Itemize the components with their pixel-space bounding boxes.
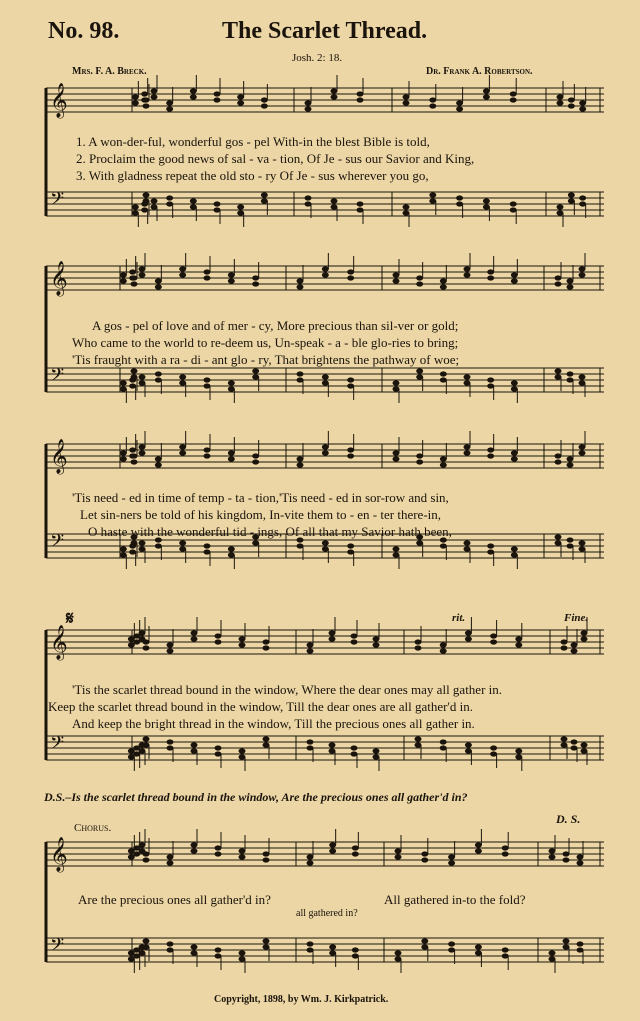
chorus-lyric-b: All gathered in-to the fold?	[384, 892, 526, 907]
chorus-label: Chorus.	[74, 822, 112, 834]
svg-text:𝄞: 𝄞	[50, 261, 68, 296]
chorus-echo-lyric: all gathered in?	[296, 908, 358, 919]
svg-text:𝄢: 𝄢	[50, 531, 65, 556]
lyric-line: Keep the scarlet thread bound in the window, Till the dear ones are all gather'd in.	[48, 699, 473, 714]
svg-text:𝄢: 𝄢	[50, 733, 65, 758]
dal-segno-marking: D. S.	[556, 812, 581, 826]
lyric-line: And keep the bright thread in the window, Till the precious ones all gather in.	[72, 716, 475, 731]
svg-text:𝄞: 𝄞	[50, 439, 68, 474]
dal-segno-line: D.S.–Is the scarlet thread bound in the window, Are the precious ones all gather'd in?	[44, 790, 468, 804]
svg-text:𝄞: 𝄞	[50, 837, 68, 872]
lyricist-credit: Mrs. F. A. Breck.	[72, 66, 147, 77]
composer-credit: Dr. Frank A. Robertson.	[426, 66, 533, 77]
lyric-line: 1. A won-der-ful, wonderful gos - pel With-in the blest Bible is told,	[76, 134, 430, 149]
svg-text:𝄢: 𝄢	[50, 935, 65, 960]
hymn-number: No. 98.	[48, 18, 120, 44]
hymn-title: The Scarlet Thread.	[222, 18, 428, 44]
svg-text:𝄢: 𝄢	[50, 365, 65, 390]
svg-text:𝄞: 𝄞	[50, 625, 68, 660]
lyric-line: A gos - pel of love and of mer - cy, More precious than sil-ver or gold;	[92, 318, 459, 333]
scripture-reference: Josh. 2: 18.	[292, 52, 343, 64]
lyric-line: 3. With gladness repeat the old sto - ry Of Je - sus wherever you go,	[76, 168, 429, 183]
lyric-line: O haste with the wonderful tid - ings, Of all that my Savior hath been,	[88, 524, 452, 539]
lyric-line: 'Tis need - ed in time of temp - ta - tion,'Tis need - ed in sor-row and sin,	[72, 490, 449, 505]
lyric-line: Let sin-ners be told of his kingdom, In-vite them to - en - ter there-in,	[80, 507, 442, 522]
lyric-line: 'Tis fraught with a ra - di - ant glo - ry, That brightens the pathway of woe;	[72, 352, 460, 367]
ritardando-marking: rit.	[452, 612, 466, 624]
lyric-line: 'Tis the scarlet thread bound in the window, Where the dear ones may all gather in.	[72, 682, 503, 697]
copyright-notice: Copyright, 1898, by Wm. J. Kirkpatrick.	[214, 994, 389, 1005]
chorus-lyric-a: Are the precious ones all gather'd in?	[78, 892, 271, 907]
svg-text:𝄢: 𝄢	[50, 189, 65, 214]
lyric-line: 2. Proclaim the good news of sal - va - tion, Of Je - sus our Savior and King,	[76, 151, 475, 166]
fine-marking: Fine.	[564, 612, 589, 624]
svg-text:𝄞: 𝄞	[50, 83, 68, 118]
segno-icon: 𝄋	[66, 608, 74, 628]
lyric-line: Who came to the world to re-deem us, Un-speak - a - ble glo-ries to bring;	[72, 335, 459, 350]
